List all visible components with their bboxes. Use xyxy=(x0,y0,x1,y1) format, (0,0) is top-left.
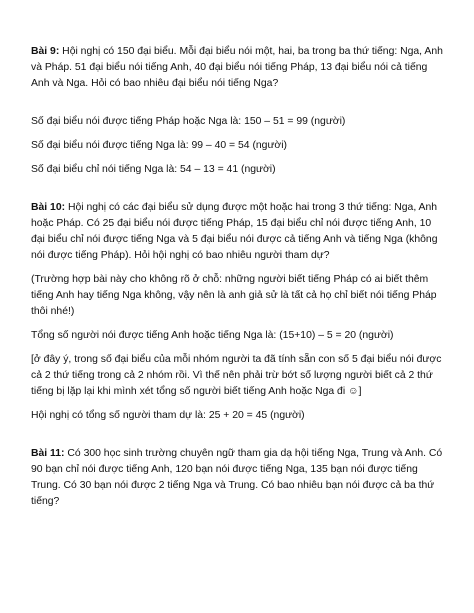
problem-9-text: Hội nghị có 150 đại biểu. Mỗi đại biểu nói một, hai, ba trong ba thứ tiếng: Nga, Anh và Pháp. 51 đại biểu nói tiếng Anh, 40 đại biểu nói tiếng Pháp, 13 đại biểu nói cả tiếng Anh và Nga. Hỏi có bao nhiêu đại biểu nói tiếng Nga? xyxy=(31,46,443,89)
problem-10-note: (Trường hợp bài này cho không rõ ở chỗ: những người biết tiếng Pháp có ai biết thêm tiếng Anh hay tiếng Nga không, vậy nên là anh giả sử là tất cả họ chỉ biết nói tiếng Pháp thôi nhé!) xyxy=(31,274,437,317)
problem-10-solution-line-2: Hội nghị có tổng số người tham dự là: 25 + 20 = 45 (người) xyxy=(31,410,305,421)
problem-11 xyxy=(31,446,446,510)
problem-9-solution-line-3: Số đại biểu chỉ nói tiếng Nga là: 54 – 13 = 41 (người) xyxy=(31,164,276,175)
document-page xyxy=(31,44,446,510)
problem-10-label: Bài 10: xyxy=(31,202,66,213)
problem-9-label: Bài 9: xyxy=(31,46,60,57)
problem-10-solution-line-1: Tổng số người nói được tiếng Anh hoặc tiếng Nga là: (15+10) – 5 = 20 (người) xyxy=(31,330,394,341)
problem-9-solution-line-1: Số đại biểu nói được tiếng Pháp hoặc Nga là: 150 – 51 = 99 (người) xyxy=(31,116,346,127)
problem-11-label: Bài 11: xyxy=(31,448,65,459)
problem-10-note-2: [ở đây ý, trong số đại biểu của mỗi nhóm người ta đã tính sẵn con số 5 đại biểu nói được cả 2 thứ tiếng trong cả 2 nhóm rồi. Vì thế nên phải trừ bớt số lượng người biết cả 2 thứ tiếng bị lặp lại khi mình xét tổng số người biết tiếng Anh hoặc Nga đi ☺] xyxy=(31,354,442,397)
problem-10 xyxy=(31,200,446,264)
problem-9 xyxy=(31,44,446,92)
problem-11-text: Có 300 học sinh trường chuyên ngữ tham gia dạ hội tiếng Nga, Trung và Anh. Có 90 bạn chỉ nói được tiếng Anh, 120 bạn nói được tiếng Nga, 135 bạn nói được tiếng Trung. Có 30 bạn nói được 2 tiếng Nga và Trung. Có bao nhiêu bạn nói được cả ba thứ tiếng? xyxy=(31,448,443,507)
problem-9-solution-line-2: Số đại biểu nói được tiếng Nga là: 99 – 40 = 54 (người) xyxy=(31,140,288,151)
problem-10-text: Hội nghị có các đại biểu sử dụng được một hoặc hai trong 3 thứ tiếng: Nga, Anh hoặc Pháp. Có 25 đại biểu nói được tiếng Pháp, 15 đại biểu chỉ nói được tiếng Anh, 10 đại biểu chỉ nói được tiếng Nga và 5 đại biểu nói được cả tiếng Anh và tiếng Nga (không nói được tiếng Pháp). Hỏi hội nghị có bao nhiêu người tham dự? xyxy=(31,202,438,261)
